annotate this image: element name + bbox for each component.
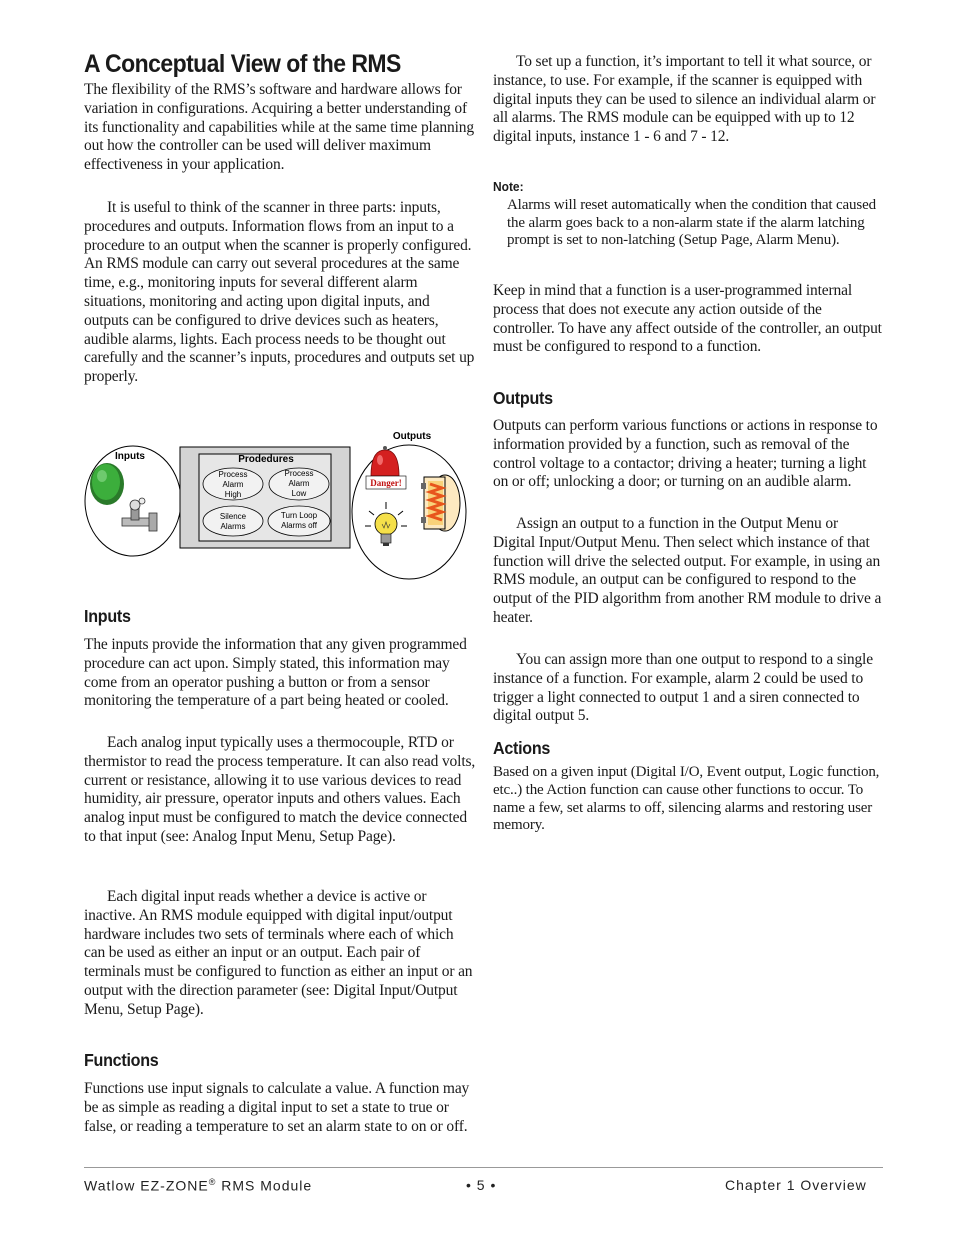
silence-alarms-line-2: Alarms [220, 522, 246, 531]
push-button-icon [90, 463, 124, 505]
note-label: Note: [493, 179, 524, 194]
turn-loop-off-line-1: Turn Loop [280, 511, 318, 520]
proc-alarm-high-line-1: Process [218, 470, 248, 479]
functions-paragraph-2: To set up a function, it’s important to tell it what source, or instance, to use. For example, if the scanner is equipped with digital inputs they can be used to silence an individual alarm or all alarms. The RMS module can be equipped with up to 12 digital inputs, instance 1 - 6 and 7 - 12. [493, 53, 876, 146]
actions-heading: Actions [493, 738, 551, 758]
registered-mark: ® [208, 1177, 217, 1187]
inputs-heading: Inputs [84, 606, 131, 626]
footer-chapter: Chapter 1 Overview [725, 1177, 867, 1193]
footer-page-number: • 5 • [466, 1177, 497, 1193]
outputs-label: Outputs [392, 431, 432, 442]
actions-paragraph-1: Based on a given input (Digital I/O, Event output, Logic function, etc..) the Action function can cause other functions to occur. To name a few, set alarms to off, silencing alarms and restoring user memory. [493, 764, 880, 834]
proc-alarm-low-line-2: Alarm [288, 479, 310, 488]
proc-alarm-high-line-3: High [224, 490, 242, 499]
danger-label: Danger! [370, 478, 402, 488]
page-title: A Conceptual View of the RMS [84, 50, 401, 78]
proc-alarm-low-line-1: Process [284, 469, 314, 478]
procedures-label: Prodedures [238, 454, 294, 465]
outputs-paragraph-1: Outputs can perform various functions or actions in response to information provided by a function, such as removal of the control voltage to a contactor; driving a heater; turning a light on or off; unlocking a door; or turning on an audible alarm. [493, 417, 878, 491]
turn-loop-off-line-2: Alarms off [281, 521, 317, 530]
proc-alarm-low-line-3: Low [291, 489, 307, 498]
turn-loop-off [268, 506, 330, 536]
proc-alarm-low [269, 468, 329, 500]
functions-heading: Functions [84, 1050, 159, 1070]
intro-paragraph-2: It is useful to think of the scanner in three parts: inputs, procedures and outputs. Information flows from an input to a procedure to an output when the scanner is properly configured. An RMS module can carry out several procedures at the same time, e.g., monitoring inputs for several different alarm situations, monitoring and acting upon digital inputs, and outputs can be configured to drive devices such as heaters, audible alarms, lights. Each process needs to be thought out carefully and the scanner’s inputs, procedures and outputs set up properly. [84, 199, 475, 386]
proc-alarm-high [203, 468, 263, 500]
outputs-paragraph-2: Assign an output to a function in the Output Menu or Digital Input/Output Menu. Then select which instance of that function will drive the selected output. For example, in using an RMS module, an output can be configured to respond to the output of the PID algorithm from another RM module to drive a heater. [493, 515, 882, 626]
footer-rule [84, 1167, 883, 1168]
footer-product [84, 1177, 312, 1194]
functions-paragraph-3: Keep in mind that a function is a user-programmed internal process that does not execute any action outside of the controller. To have any affect outside of the controller, an output must be configured to respond to a function. [493, 282, 882, 356]
outputs-heading: Outputs [493, 388, 553, 408]
footer-product-name: RMS Module [216, 1177, 313, 1194]
silence-alarms [203, 506, 263, 536]
outputs-paragraph-3: You can assign more than one output to respond to a single instance of a function. For example, alarm 2 could be used to trigger a light connected to output 1 and a siren connected to digital output 5. [493, 651, 873, 725]
inputs-paragraph-3: Each digital input reads whether a device is active or inactive. An RMS module equipped with digital input/output hardware includes two sets of terminals where each of which can be used as either an input or an output. Each pair of terminals must be configured to function as either an input or an output with the direction parameter (see: Digital Input/Output Menu, Setup Page). [84, 888, 473, 1018]
proc-alarm-high-line-2: Alarm [222, 480, 244, 489]
rms-concept-diagram [84, 418, 476, 586]
inputs-paragraph-2: Each analog input typically uses a thermocouple, RTD or thermistor to read the process temperature. It can also read volts, current or resistance, allowing it to use various devices to read humidity, air pressure, operator inputs and others values. Each analog input must be configured to match the device connected to that input (see: Analog Input Menu, Setup Page). [84, 734, 476, 845]
inputs-label: Inputs [115, 451, 145, 462]
intro-paragraph-1: The flexibility of the RMS’s software and hardware allows for variation in configurations. Acquiring a better understanding of its functionality and capabilities while at the same time planning out how the controller can be used will deliver maximum effectiveness in your application. [84, 81, 474, 174]
silence-alarms-line-1: Silence [219, 512, 247, 521]
footer-brand: Watlow EZ-ZONE [84, 1177, 209, 1194]
inputs-paragraph-1: The inputs provide the information that any given programmed procedure can act upon. Simply stated, this information may come from an operator pushing a button or from a sensor monitoring the temperature of a part being heated or cooled. [84, 636, 467, 710]
heater-icon [421, 475, 460, 531]
functions-paragraph-1: Functions use input signals to calculate a value. A function may be as simple as reading a digital input to set a state to true or false, or reading a temperature to set an alarm state to on or off. [84, 1080, 470, 1135]
note-text: Alarms will reset automatically when the condition that caused the alarm goes back to a non-alarm state if the alarm latching prompt is set to non-latching (Setup Page, Alarm Menu). [507, 197, 876, 248]
